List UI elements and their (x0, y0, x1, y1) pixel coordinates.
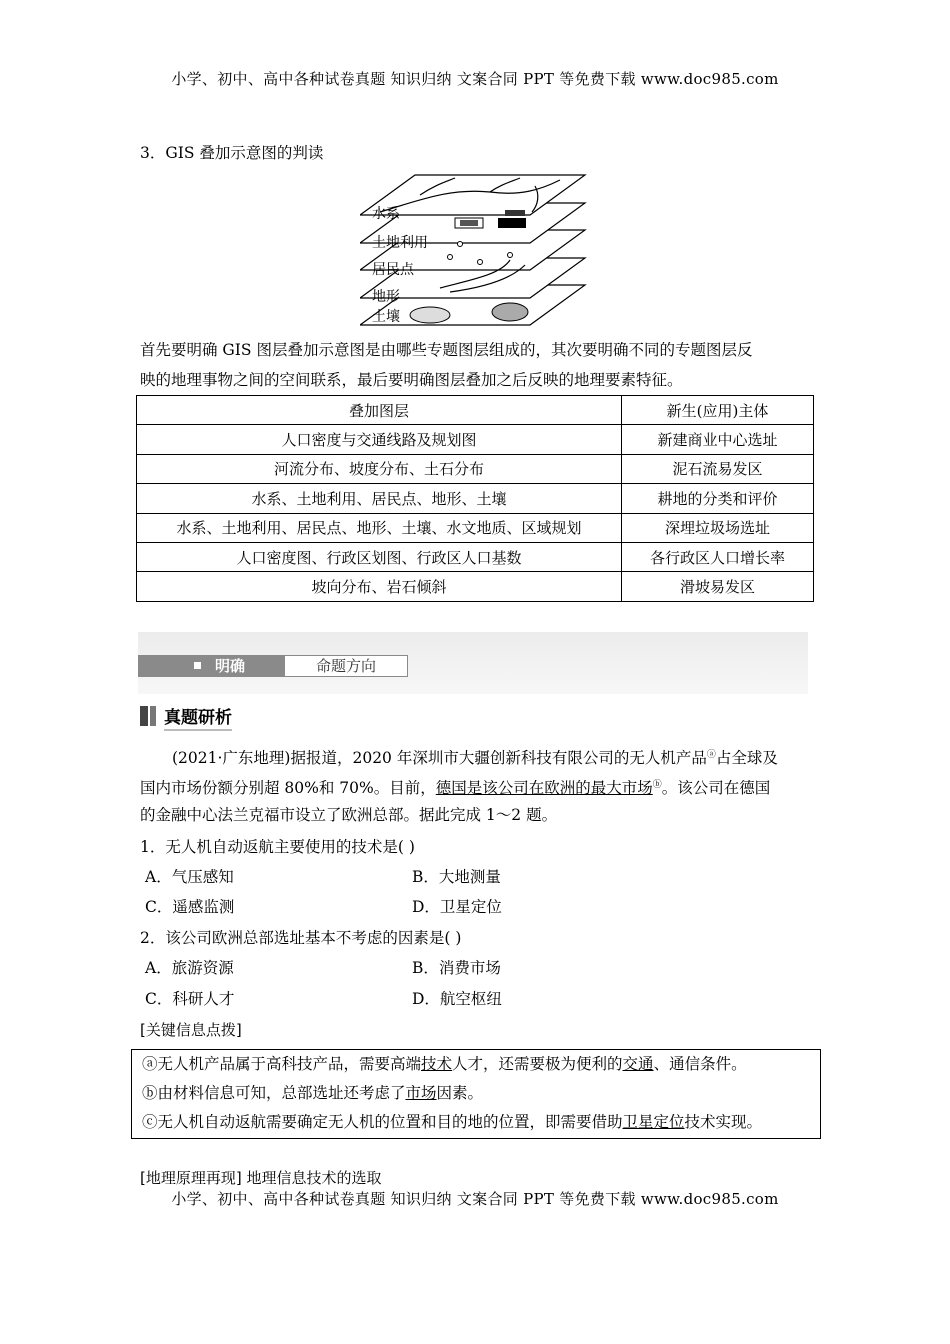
banner-light-tab: 命题方向 (284, 655, 408, 677)
q2-option-a: A．旅游资源 (145, 959, 234, 977)
heading-marker-icon (140, 706, 148, 726)
layer-label-soil: 土壤 (372, 309, 400, 325)
mark-a-icon: ⓐ (706, 750, 716, 760)
banner-dark-tab (138, 655, 284, 677)
table-cell: 河流分布、坡度分布、土石分布 (137, 454, 622, 483)
table-cell: 水系、土地利用、居民点、地形、土壤 (137, 484, 622, 513)
page-header: 小学、初中、高中各种试卷真题 知识归纳 文案合同 PPT 等免费下载 www.doc985.com (171, 70, 779, 88)
layer-label-terrain: 地形 (372, 289, 400, 305)
question-2-stem: 2．该公司欧洲总部选址基本不考虑的因素是( ) (140, 929, 462, 947)
table-cell: 水系、土地利用、居民点、地形、土壤、水文地质、区域规划 (137, 513, 622, 542)
q1-option-a: A．气压感知 (145, 868, 234, 886)
mark-b-icon: ⓑ (652, 780, 662, 790)
table-header: 新生(应用)主体 (622, 396, 814, 425)
intro-line-2: 映的地理事物之间的空间联系，最后要明确图层叠加之后反映的地理要素特征。 (140, 371, 683, 389)
question-1-stem: 1．无人机自动返航主要使用的技术是( ) (140, 838, 415, 856)
table-cell: 滑坡易发区 (622, 572, 814, 601)
key-line-1: ⓐ无人机产品属于高科技产品，需要高端技术人才，还需要极为便利的交通、通信条件。 (142, 1055, 747, 1073)
principle-heading: [地理原理再现] 地理信息技术的选取 (140, 1169, 382, 1187)
table-cell: 人口密度与交通线路及规划图 (137, 425, 622, 454)
q2-option-d: D．航空枢纽 (412, 990, 502, 1008)
q2-option-b: B．消费市场 (412, 959, 501, 977)
square-bullet-icon (194, 662, 201, 669)
q1-option-c: C．遥感监测 (145, 898, 235, 916)
table-row (137, 484, 814, 513)
layer-label-landuse: 土地利用 (372, 235, 428, 251)
key-line-2: ⓑ由材料信息可知，总部选址还考虑了市场因素。 (142, 1084, 484, 1102)
key-line-3: ⓒ无人机自动返航需要确定无人机的位置和目的地的位置，即需要借助卫星定位技术实现。 (142, 1113, 763, 1131)
table-row (137, 542, 814, 571)
layer-label-water: 水系 (372, 206, 400, 222)
table-header: 叠加图层 (137, 396, 622, 425)
page-footer: 小学、初中、高中各种试卷真题 知识归纳 文案合同 PPT 等免费下载 www.doc985.com (171, 1190, 779, 1208)
zhenti-title: 真题研析 (164, 708, 232, 731)
table-row (137, 425, 814, 454)
q1-option-d: D．卫星定位 (412, 898, 502, 916)
passage-line-2: 国内市场份额分别超 80%和 70%。目前，德国是该公司在欧洲的最大市场ⓑ。该公司在德国 (140, 779, 771, 798)
q2-option-c: C．科研人才 (145, 990, 235, 1008)
table-header-row (137, 396, 814, 425)
intro-line-1: 首先要明确 GIS 图层叠加示意图是由哪些专题图层组成的，其次要明确不同的专题图层反 (140, 341, 753, 359)
layer-label-settlement: 居民点 (372, 262, 414, 278)
banner-dark-label: 明确 (215, 657, 246, 675)
passage-line-3: 的金融中心法兰克福市设立了欧洲总部。据此完成 1～2 题。 (140, 806, 558, 824)
table-cell: 新建商业中心选址 (622, 425, 814, 454)
passage-line-1: (2021·广东地理)据报道，2020 年深圳市大疆创新科技有限公司的无人机产品ⓐ占全球及 (172, 749, 778, 768)
heading-marker-icon (150, 706, 156, 726)
q1-option-b: B．大地测量 (412, 868, 501, 886)
table-cell: 坡向分布、岩石倾斜 (137, 572, 622, 601)
table-cell: 泥石流易发区 (622, 454, 814, 483)
table-cell: 各行政区人口增长率 (622, 542, 814, 571)
key-info-title: [关键信息点拨] (140, 1021, 242, 1039)
table-cell: 深埋垃圾场选址 (622, 513, 814, 542)
zhenti-heading (140, 703, 232, 727)
table-row (137, 572, 814, 601)
key-info-box (131, 1049, 821, 1139)
underlined-text: 德国是该公司在欧洲的最大市场 (435, 779, 653, 798)
table-cell: 人口密度图、行政区划图、行政区人口基数 (137, 542, 622, 571)
table-cell: 耕地的分类和评价 (622, 484, 814, 513)
table-row (137, 513, 814, 542)
gis-overlay-table (136, 395, 814, 602)
table-row (137, 454, 814, 483)
section-title: 3．GIS 叠加示意图的判读 (140, 144, 324, 162)
